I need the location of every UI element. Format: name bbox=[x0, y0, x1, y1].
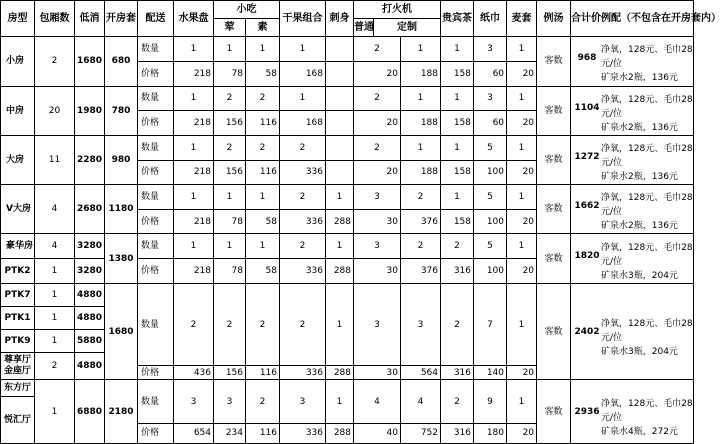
room-min: 5880 bbox=[75, 330, 105, 353]
qty-lighter-normal: 4 bbox=[354, 380, 401, 423]
qty-label: 数量 bbox=[138, 234, 174, 259]
price-lighter-custom: 188 bbox=[401, 61, 441, 86]
price-lighter-custom: 376 bbox=[401, 209, 441, 234]
qty-tea: 1 bbox=[441, 37, 474, 62]
price-lighter-custom: 188 bbox=[401, 111, 441, 136]
room-name: 东方厅 bbox=[1, 380, 35, 396]
qty-dry-fruit: 2 bbox=[280, 283, 326, 366]
price-fruit: 218 bbox=[174, 209, 214, 234]
header-min: 低消 bbox=[75, 1, 105, 37]
room-open: 680 bbox=[105, 37, 138, 86]
header-lighter-normal: 普通 bbox=[354, 19, 374, 37]
price-wheat: 20 bbox=[507, 259, 537, 284]
qty-sashimi: 1 bbox=[326, 234, 354, 259]
price-lighter-custom: 376 bbox=[401, 259, 441, 284]
price-lighter-normal: 30 bbox=[354, 366, 401, 380]
price-dry-fruit: 168 bbox=[280, 61, 326, 86]
room-count: 1 bbox=[35, 306, 75, 329]
room-name: PTK2 bbox=[1, 259, 35, 284]
qty-wheat: 1 bbox=[507, 37, 537, 62]
price-snack-veg: 116 bbox=[246, 366, 280, 380]
qty-lighter-normal: 3 bbox=[354, 185, 401, 210]
qty-wheat: 1 bbox=[507, 86, 537, 111]
price-lighter-custom: 188 bbox=[401, 160, 441, 185]
qty-dry-fruit: 1 bbox=[280, 37, 326, 62]
room-name: 中房 bbox=[1, 86, 35, 135]
header-fruit: 水果盘 bbox=[174, 1, 214, 37]
price-snack-veg: 58 bbox=[246, 61, 280, 86]
qty-snack-meat: 1 bbox=[214, 185, 246, 210]
note-line-2: 矿泉水4瓶，272元 bbox=[601, 426, 678, 437]
qty-dry-fruit: 1 bbox=[280, 86, 326, 111]
price-fruit: 436 bbox=[174, 366, 214, 380]
price-wheat: 20 bbox=[507, 423, 537, 443]
price-label: 价格 bbox=[138, 209, 174, 234]
price-snack-veg: 58 bbox=[246, 209, 280, 234]
price-snack-veg: 58 bbox=[246, 259, 280, 284]
qty-lighter-custom: 2 bbox=[401, 234, 441, 259]
qty-dry-fruit: 3 bbox=[280, 380, 326, 423]
qty-snack-meat: 2 bbox=[214, 283, 246, 366]
price-snack-meat: 156 bbox=[214, 366, 246, 380]
room-note bbox=[571, 37, 694, 86]
price-tissue: 140 bbox=[474, 366, 507, 380]
header-rooms: 包厢数 bbox=[35, 1, 75, 37]
soup-value: 客数 bbox=[537, 37, 571, 86]
soup-value: 客数 bbox=[537, 135, 571, 184]
qty-wheat: 1 bbox=[507, 135, 537, 160]
qty-snack-veg: 2 bbox=[246, 283, 280, 366]
header-total: 合计价 bbox=[571, 12, 602, 24]
price-lighter-custom: 564 bbox=[401, 366, 441, 380]
qty-snack-veg: 2 bbox=[246, 86, 280, 111]
room-min: 4880 bbox=[75, 283, 105, 306]
qty-lighter-normal: 2 bbox=[354, 86, 401, 111]
qty-snack-meat: 1 bbox=[214, 234, 246, 259]
soup-value: 客数 bbox=[537, 380, 571, 444]
room-name: PTK1 bbox=[1, 306, 35, 329]
qty-label: 数量 bbox=[138, 37, 174, 62]
room-count: 4 bbox=[35, 185, 75, 234]
room-min: 1980 bbox=[75, 86, 105, 135]
room-count: 2 bbox=[35, 353, 75, 380]
qty-tissue: 5 bbox=[474, 234, 507, 259]
price-dry-fruit: 336 bbox=[280, 366, 326, 380]
soup-value: 客数 bbox=[537, 185, 571, 234]
header-standard-label: 例配（不包含在开房套内） bbox=[601, 12, 721, 24]
qty-fruit: 1 bbox=[174, 185, 214, 210]
price-tissue: 60 bbox=[474, 61, 507, 86]
price-tea: 158 bbox=[441, 111, 474, 136]
price-tea: 316 bbox=[441, 259, 474, 284]
price-tea: 158 bbox=[441, 61, 474, 86]
header-lighter: 打火机 bbox=[354, 1, 441, 19]
qty-snack-veg: 2 bbox=[246, 380, 280, 423]
note-line-2: 矿泉水2瓶，136元 bbox=[601, 73, 678, 84]
price-label: 价格 bbox=[138, 111, 174, 136]
note-line-2: 矿泉水2瓶，136元 bbox=[601, 122, 678, 133]
qty-snack-veg: 1 bbox=[246, 234, 280, 259]
qty-tea: 1 bbox=[441, 86, 474, 111]
room-total: 2936 bbox=[574, 406, 600, 417]
header-sashimi: 刺身 bbox=[326, 1, 354, 37]
room-open: 2180 bbox=[105, 380, 138, 444]
room-note bbox=[571, 380, 694, 444]
qty-tea: 2 bbox=[441, 380, 474, 423]
price-fruit: 218 bbox=[174, 61, 214, 86]
price-lighter-custom: 752 bbox=[401, 423, 441, 443]
qty-sashimi: 1 bbox=[326, 185, 354, 210]
qty-lighter-custom: 1 bbox=[401, 37, 441, 62]
price-snack-meat: 156 bbox=[214, 111, 246, 136]
qty-label: 数量 bbox=[138, 380, 174, 423]
qty-tea: 1 bbox=[441, 185, 474, 210]
header-dry-fruit: 干果组合 bbox=[280, 1, 326, 37]
room-count: 11 bbox=[35, 135, 75, 184]
qty-snack-veg: 2 bbox=[246, 135, 280, 160]
room-min: 2280 bbox=[75, 135, 105, 184]
price-lighter-normal: 20 bbox=[354, 61, 401, 86]
qty-wheat: 1 bbox=[507, 185, 537, 210]
price-tea: 158 bbox=[441, 209, 474, 234]
header-tea: 贵宾茶 bbox=[441, 1, 474, 37]
price-label: 价格 bbox=[138, 423, 174, 443]
price-wheat: 20 bbox=[507, 111, 537, 136]
qty-snack-meat: 2 bbox=[214, 86, 246, 111]
qty-sashimi bbox=[326, 37, 354, 62]
room-open: 980 bbox=[105, 135, 138, 184]
note-line-1: 净氧，128元、毛巾28元/位 bbox=[601, 144, 693, 168]
qty-snack-meat: 2 bbox=[214, 135, 246, 160]
price-lighter-normal: 30 bbox=[354, 259, 401, 284]
price-tissue: 60 bbox=[474, 111, 507, 136]
note-line-2: 矿泉水3瓶，204元 bbox=[601, 270, 678, 281]
price-snack-meat: 78 bbox=[214, 61, 246, 86]
room-name-line-1: 尊享厅 bbox=[3, 355, 31, 366]
soup-value: 客数 bbox=[537, 86, 571, 135]
price-dry-fruit: 336 bbox=[280, 423, 326, 443]
room-min: 3280 bbox=[75, 234, 105, 259]
qty-tissue: 9 bbox=[474, 380, 507, 423]
price-sashimi: 288 bbox=[326, 259, 354, 284]
price-wheat: 20 bbox=[507, 61, 537, 86]
qty-wheat: 1 bbox=[507, 234, 537, 259]
header-standard bbox=[571, 1, 721, 37]
price-fruit: 654 bbox=[174, 423, 214, 443]
room-open: 780 bbox=[105, 86, 138, 135]
room-count: 1 bbox=[35, 259, 75, 284]
qty-lighter-normal: 2 bbox=[354, 37, 401, 62]
room-note bbox=[571, 86, 694, 135]
header-snack-veg: 素 bbox=[246, 19, 280, 37]
price-tea: 158 bbox=[441, 160, 474, 185]
price-sashimi: 288 bbox=[326, 366, 354, 380]
price-snack-meat: 78 bbox=[214, 209, 246, 234]
room-count: 4 bbox=[35, 234, 75, 259]
qty-tissue: 3 bbox=[474, 86, 507, 111]
soup-value: 客数 bbox=[537, 283, 571, 380]
header-room-type: 房型 bbox=[1, 1, 35, 37]
price-wheat: 20 bbox=[507, 209, 537, 234]
price-label: 价格 bbox=[138, 366, 174, 380]
room-min: 2680 bbox=[75, 185, 105, 234]
price-dry-fruit: 336 bbox=[280, 209, 326, 234]
price-snack-veg: 116 bbox=[246, 423, 280, 443]
qty-label: 数量 bbox=[138, 135, 174, 160]
room-name: PTK9 bbox=[1, 330, 35, 353]
price-snack-meat: 234 bbox=[214, 423, 246, 443]
price-label: 价格 bbox=[138, 61, 174, 86]
room-total: 1662 bbox=[574, 201, 600, 212]
room-count: 1 bbox=[35, 330, 75, 353]
header-tissue: 纸巾 bbox=[474, 1, 507, 37]
header-open: 开房套 bbox=[105, 1, 138, 37]
room-total: 2402 bbox=[574, 326, 600, 337]
price-fruit: 218 bbox=[174, 160, 214, 185]
qty-tissue: 5 bbox=[474, 185, 507, 210]
qty-tissue: 3 bbox=[474, 37, 507, 62]
qty-wheat: 1 bbox=[507, 283, 537, 366]
qty-tissue: 7 bbox=[474, 283, 507, 366]
room-min: 4880 bbox=[75, 353, 105, 380]
price-wheat: 20 bbox=[507, 366, 537, 380]
room-min: 3280 bbox=[75, 259, 105, 284]
qty-tissue: 5 bbox=[474, 135, 507, 160]
qty-fruit: 1 bbox=[174, 234, 214, 259]
room-name: V大房 bbox=[1, 185, 35, 234]
qty-label: 数量 bbox=[138, 86, 174, 111]
qty-lighter-custom: 1 bbox=[401, 86, 441, 111]
price-label: 价格 bbox=[138, 160, 174, 185]
price-lighter-normal: 20 bbox=[354, 111, 401, 136]
room-total: 1104 bbox=[574, 102, 600, 113]
price-dry-fruit: 336 bbox=[280, 259, 326, 284]
room-name: PTK7 bbox=[1, 283, 35, 306]
price-fruit: 218 bbox=[174, 259, 214, 284]
price-sashimi bbox=[326, 111, 354, 136]
price-sashimi: 288 bbox=[326, 209, 354, 234]
qty-lighter-custom: 4 bbox=[401, 380, 441, 423]
room-note bbox=[571, 135, 694, 184]
room-open: 1380 bbox=[105, 234, 138, 283]
qty-snack-veg: 1 bbox=[246, 185, 280, 210]
price-sashimi: 288 bbox=[326, 423, 354, 443]
qty-snack-veg: 1 bbox=[246, 37, 280, 62]
price-tea: 316 bbox=[441, 366, 474, 380]
price-sashimi bbox=[326, 61, 354, 86]
room-total: 1272 bbox=[574, 152, 600, 162]
header-snack-meat: 荤 bbox=[214, 19, 246, 37]
room-min: 1680 bbox=[75, 37, 105, 86]
qty-lighter-normal: 2 bbox=[354, 135, 401, 160]
note-line-1: 净氧，128元、毛巾28元/位 bbox=[601, 94, 693, 119]
header-gift: 配送 bbox=[138, 1, 174, 37]
qty-fruit: 2 bbox=[174, 283, 214, 366]
qty-fruit: 1 bbox=[174, 86, 214, 111]
qty-dry-fruit: 2 bbox=[280, 185, 326, 210]
room-total: 1820 bbox=[574, 250, 600, 261]
qty-sashimi: 1 bbox=[326, 380, 354, 423]
qty-lighter-normal: 3 bbox=[354, 234, 401, 259]
room-note bbox=[571, 185, 694, 234]
room-note bbox=[571, 234, 694, 283]
qty-lighter-custom: 2 bbox=[401, 185, 441, 210]
qty-fruit: 1 bbox=[174, 37, 214, 62]
qty-lighter-custom: 3 bbox=[401, 283, 441, 366]
price-tea: 316 bbox=[441, 423, 474, 443]
room-open: 1180 bbox=[105, 185, 138, 234]
header-wheat: 麦套 bbox=[507, 1, 537, 37]
qty-label: 数量 bbox=[138, 185, 174, 210]
qty-snack-meat: 3 bbox=[214, 380, 246, 423]
room-name: 大房 bbox=[1, 135, 35, 184]
note-line-1: 净氧，128元、毛巾28元/位 bbox=[601, 45, 693, 70]
note-line-1: 净氧，128元、毛巾28元/位 bbox=[601, 242, 693, 267]
qty-lighter-normal: 3 bbox=[354, 283, 401, 366]
qty-sashimi bbox=[326, 86, 354, 111]
qty-wheat: 1 bbox=[507, 380, 537, 423]
note-line-2: 矿泉水3瓶，204元 bbox=[601, 346, 678, 357]
room-name-line-2: 金座厅 bbox=[3, 366, 31, 377]
price-tissue: 100 bbox=[474, 160, 507, 185]
price-fruit: 218 bbox=[174, 111, 214, 136]
qty-snack-meat: 1 bbox=[214, 37, 246, 62]
room-name: 小房 bbox=[1, 37, 35, 86]
price-dry-fruit: 168 bbox=[280, 111, 326, 136]
qty-fruit: 1 bbox=[174, 135, 214, 160]
header-snack: 小吃 bbox=[214, 1, 280, 19]
qty-tea: 1 bbox=[441, 135, 474, 160]
qty-fruit: 3 bbox=[174, 380, 214, 423]
qty-sashimi bbox=[326, 135, 354, 160]
qty-dry-fruit: 2 bbox=[280, 234, 326, 259]
qty-tea: 2 bbox=[441, 234, 474, 259]
room-count: 2 bbox=[35, 37, 75, 86]
note-line-2: 矿泉水2瓶，136元 bbox=[601, 221, 678, 232]
price-dry-fruit: 336 bbox=[280, 160, 326, 185]
price-snack-veg: 116 bbox=[246, 160, 280, 185]
qty-label: 数量 bbox=[138, 283, 174, 366]
room-name: 悦汇厅 bbox=[1, 396, 35, 443]
qty-tea: 2 bbox=[441, 283, 474, 366]
qty-sashimi: 1 bbox=[326, 283, 354, 366]
price-snack-meat: 78 bbox=[214, 259, 246, 284]
room-name bbox=[1, 353, 35, 380]
price-lighter-normal: 30 bbox=[354, 209, 401, 234]
header-soup: 例汤 bbox=[537, 1, 571, 37]
note-line-2: 矿泉水2瓶，136元 bbox=[601, 172, 678, 182]
qty-dry-fruit: 2 bbox=[280, 135, 326, 160]
price-lighter-normal: 40 bbox=[354, 423, 401, 443]
price-sashimi bbox=[326, 160, 354, 185]
price-snack-veg: 116 bbox=[246, 111, 280, 136]
header-lighter-custom: 定制 bbox=[374, 19, 441, 37]
note-line-1: 净氧，128元、毛巾28元/位 bbox=[601, 398, 693, 423]
room-min: 6880 bbox=[75, 380, 105, 444]
price-snack-meat: 156 bbox=[214, 160, 246, 185]
qty-lighter-custom: 1 bbox=[401, 135, 441, 160]
price-label: 价格 bbox=[138, 259, 174, 284]
note-line-1: 净氧，128元、毛巾28元/位 bbox=[601, 318, 693, 343]
room-open: 1680 bbox=[105, 283, 138, 380]
price-lighter-normal: 20 bbox=[354, 160, 401, 185]
room-note bbox=[571, 283, 694, 380]
note-line-1: 净氧，128元、毛巾28元/位 bbox=[601, 193, 693, 218]
price-tissue: 100 bbox=[474, 209, 507, 234]
soup-value: 客数 bbox=[537, 234, 571, 283]
price-tissue: 180 bbox=[474, 423, 507, 443]
room-min: 4880 bbox=[75, 306, 105, 329]
room-count: 20 bbox=[35, 86, 75, 135]
room-total: 968 bbox=[577, 53, 597, 64]
room-count: 1 bbox=[35, 380, 75, 444]
price-tissue: 100 bbox=[474, 259, 507, 284]
room-name: 豪华房 bbox=[1, 234, 35, 259]
room-count: 1 bbox=[35, 283, 75, 306]
price-wheat: 20 bbox=[507, 160, 537, 185]
